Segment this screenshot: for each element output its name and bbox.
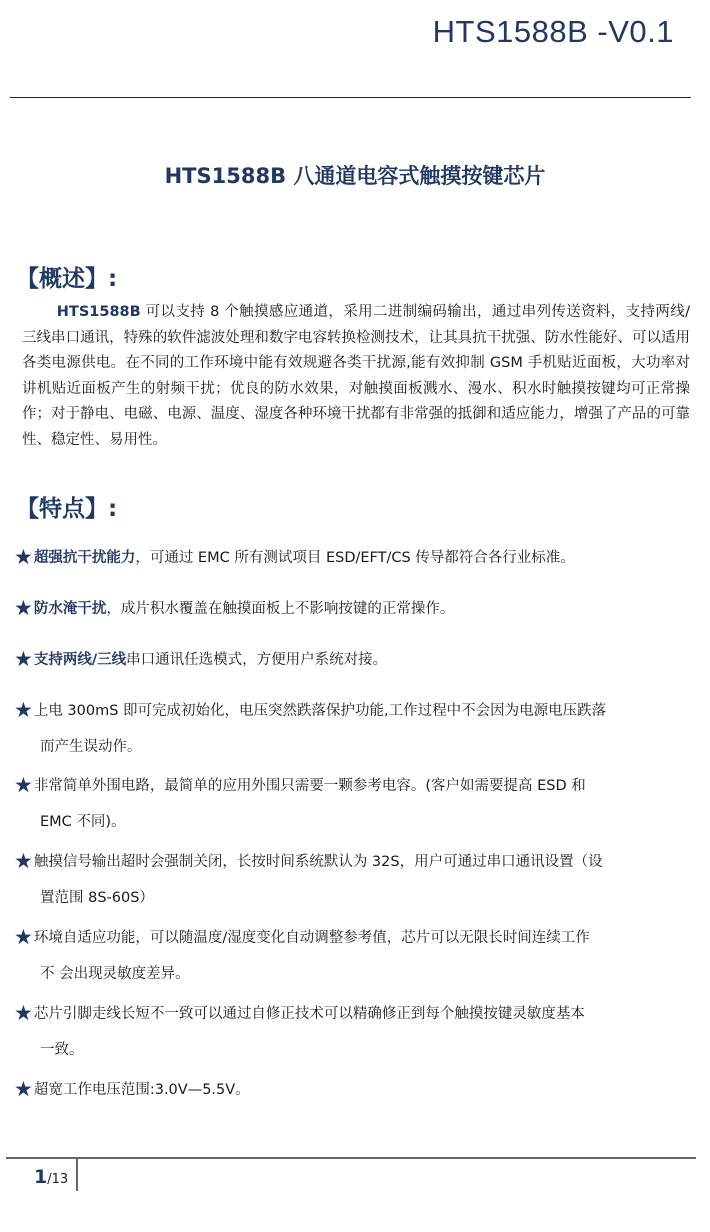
star-icon: ★ — [14, 849, 33, 873]
feature-continuation: 而产生误动作。 — [40, 739, 142, 755]
feature-bold: 防水淹干扰 — [33, 601, 107, 617]
overview-text: 可以支持 8 个触摸感应通道，采用二进制编码输出，通过串列传送资料，支持两线/三线串口通讯，特殊的软件滤波处理和数字电容转换检测技术，让其具抗干扰强、防水性能好、可以适用各类电源供电。在不同的工作环境中能有效规避各类干扰源,能有效抑制 GSM 手机贴近面板，大功率对讲机贴近面板产生的射频干扰；优良的防水效果，对触摸面板溅水、漫水、积水时触摸按键均可正常操作；对于静电、电磁、电源、温度、湿度各种环境干扰都有非常强的抵御和适应能力，增强了产品的可靠性、稳定性、易用性。 — [22, 304, 691, 448]
page-number — [34, 1166, 68, 1188]
feature-item — [14, 919, 690, 992]
feature-continuation: EMC 不同)。 — [40, 814, 126, 830]
feature-item — [14, 1071, 690, 1108]
feature-item — [14, 995, 690, 1068]
document-id: HTS1588B -V0.1 — [432, 14, 674, 49]
feature-text: 超宽工作电压范围:3.0V—5.5V。 — [33, 1082, 250, 1098]
star-icon: ★ — [14, 773, 33, 797]
feature-text: 环境自适应功能，可以随温度/湿度变化自动调整参考值，芯片可以无限长时间连续工作 — [33, 930, 590, 946]
feature-continuation: 一致。 — [40, 1042, 84, 1058]
feature-continuation: 不 会出现灵敏度差异。 — [40, 966, 190, 982]
feature-text: 上电 300mS 即可完成初始化，电压突然跌落保护功能,工作过程中不会因为电源电压跌落 — [33, 703, 607, 719]
overview-paragraph — [22, 300, 690, 453]
header-divider — [10, 97, 691, 98]
feature-continuation: 置范围 8S-60S） — [40, 890, 154, 906]
feature-text: 芯片引脚走线长短不一致可以通过自修正技术可以精确修正到每个触摸按键灵敏度基本 — [33, 1006, 585, 1022]
feature-item — [14, 641, 690, 678]
feature-text: 串口通讯任选模式，方便用户系统对接。 — [126, 652, 388, 668]
feature-text: 触摸信号输出超时会强制关闭，长按时间系统默认为 32S，用户可通过串口通讯设置（设 — [33, 854, 603, 870]
feature-item — [14, 692, 690, 765]
star-icon: ★ — [14, 925, 33, 949]
footer-separator — [76, 1157, 78, 1191]
star-icon: ★ — [14, 647, 33, 671]
current-page: 1 — [34, 1166, 48, 1188]
features-heading: 【特点】: — [16, 496, 118, 522]
chip-name: HTS1588B — [56, 304, 141, 320]
feature-item — [14, 843, 690, 916]
feature-text: ，可通过 EMC 所有测试项目 ESD/EFT/CS 传导都符合各行业标准。 — [135, 550, 575, 566]
star-icon: ★ — [14, 1077, 33, 1101]
star-icon: ★ — [14, 545, 33, 569]
total-pages: /13 — [47, 1172, 69, 1187]
feature-item — [14, 539, 690, 576]
star-icon: ★ — [14, 1001, 33, 1025]
feature-text: 非常简单外围电路，最简单的应用外围只需要一颗参考电容。(客户如需要提高 ESD 和 — [33, 778, 586, 794]
page-title: HTS1588B 八通道电容式触摸按键芯片 — [164, 164, 546, 188]
feature-text: ，成片积水覆盖在触摸面板上不影响按键的正常操作。 — [106, 601, 455, 617]
star-icon: ★ — [14, 596, 33, 620]
footer-divider — [6, 1157, 696, 1159]
star-icon: ★ — [14, 698, 33, 722]
feature-item — [14, 767, 690, 840]
feature-item — [14, 590, 690, 627]
overview-heading: 【概述】: — [16, 266, 118, 292]
feature-bold: 支持两线/三线 — [33, 652, 127, 668]
feature-bold: 超强抗干扰能力 — [33, 550, 136, 566]
